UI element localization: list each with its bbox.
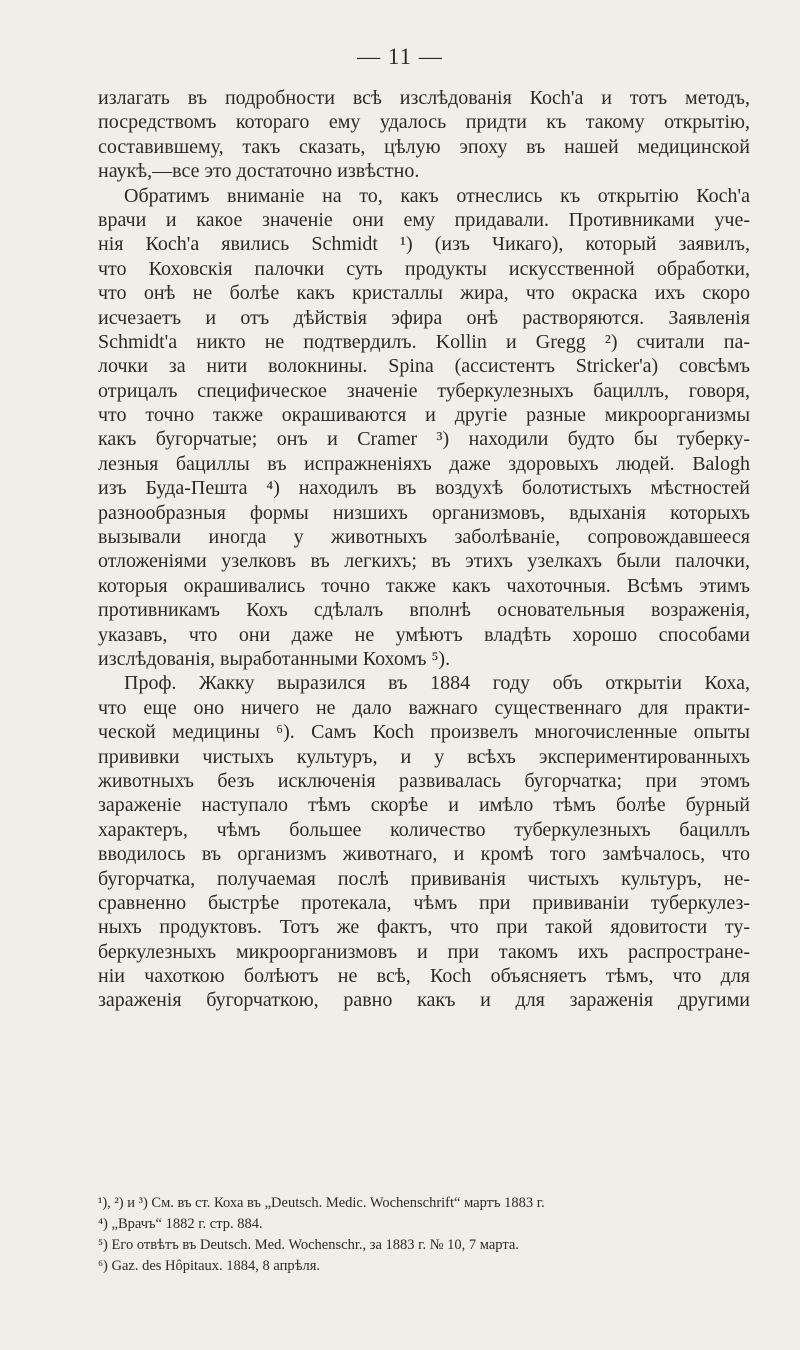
text-line: зараженія бугорчаткою, равно какъ и для зараженія другими <box>98 989 750 1012</box>
text-line: что онѣ не болѣе какъ кристаллы жира, что окраска ихъ скоро <box>98 282 750 305</box>
text-line: нія Коcһ'а явились Schmidt ¹) (изъ Чикаго), который заявилъ, <box>98 233 750 256</box>
text-line: изъ Буда-Пешта ⁴) находилъ въ воздухѣ болотистыхъ мѣстностей <box>98 477 750 500</box>
text-line: какъ бугорчатые; онъ и Cramer ³) находили будто бы туберку- <box>98 428 750 451</box>
text-line: характеръ, чѣмъ большее количество туберкулезныхъ бациллъ <box>98 818 750 841</box>
footnote: ⁵) Его отвѣтъ въ Deutsch. Med. Wochenschr., за 1883 г. № 10, 7 марта. <box>98 1237 519 1253</box>
text-line: ніи чахоткою болѣютъ не всѣ, Коcһ объясняетъ тѣмъ, что для <box>98 965 750 988</box>
text-line: что еще оно ничего не дало важнаго существеннаго для практи- <box>98 696 750 719</box>
page-number: — 11 — <box>357 44 443 69</box>
text-line: разнообразныя формы низшихъ организмовъ, вдыханія которыхъ <box>98 501 750 524</box>
text-line: противникамъ Кохъ сдѣлалъ вполнѣ основательныя возраженія, <box>98 599 750 622</box>
text-line: Проф. Жакку выразился въ 1884 году объ открытіи Коха, <box>124 672 750 695</box>
footnote: ⁶) Gaz. des Hôpitaux. 1884, 8 апрѣля. <box>98 1258 321 1274</box>
text-line: наукѣ,—все это достаточно извѣстно. <box>98 160 420 183</box>
text-line: ныхъ продуктовъ. Тотъ же фактъ, что при такой ядовитости ту- <box>98 916 750 939</box>
text-line: Schmidt'а никто не подтвердилъ. Kollin и Gregg ²) считали па- <box>98 330 750 353</box>
text-line: посредствомъ котораго ему удалось придти къ такому открытію, <box>98 111 750 134</box>
footnotes <box>98 1193 750 1277</box>
text-line: животныхъ безъ исключенія развивалась бугорчатка; при этомъ <box>98 769 750 792</box>
text-line: лезныя бациллы въ испражненіяхъ даже здоровыхъ людей. Balogh <box>98 452 750 475</box>
text-line: составившему, такъ сказать, цѣлую эпоху въ нашей медицинской <box>98 135 750 158</box>
body-text <box>98 86 750 1013</box>
text-line: врачи и какое значеніе они ему придавали. Противниками уче- <box>98 208 750 231</box>
text-line: которыя окрашивались точно также какъ чахоточныя. Всѣмъ этимъ <box>98 574 750 597</box>
text-line: отрицалъ специфическое значеніе туберкулезныхъ бациллъ, говоря, <box>98 379 750 402</box>
text-line: изслѣдованія, выработанными Кохомъ ⁵). <box>98 647 451 670</box>
text-line: беркулезныхъ микроорганизмовъ и при такомъ ихъ распростране- <box>98 940 750 963</box>
footnote: ¹), ²) и ³) См. въ ст. Коха въ „Deutsch. Medic. Wochenschrift“ мартъ 1883 г. <box>98 1195 545 1211</box>
text-line: ческой медицины ⁶). Самъ Коcһ произвелъ многочисленные опыты <box>98 721 750 744</box>
text-line: вызывали иногда у животныхъ заболѣваніе, сопровождавшееся <box>98 526 750 549</box>
text-line: лочки за нити волокнины. Spina (ассистентъ Stricker'а) совсѣмъ <box>98 355 750 378</box>
text-line: сравненно быстрѣе протекала, чѣмъ при прививаніи туберкулез- <box>98 891 750 914</box>
text-line: отложеніями узелковъ въ легкихъ; въ этихъ узелкахъ были палочки, <box>98 550 750 573</box>
text-line: бугорчатка, получаемая послѣ прививанія чистыхъ культуръ, не- <box>98 867 750 890</box>
text-line: исчезаетъ и отъ дѣйствія эфира онѣ растворяются. Заявленія <box>98 306 750 329</box>
text-line: указавъ, что они даже не умѣютъ владѣть хорошо способами <box>98 623 750 646</box>
text-line: прививки чистыхъ культуръ, и у всѣхъ экспериментированныхъ <box>98 745 750 768</box>
text-line: Обратимъ вниманіе на то, какъ отнеслись къ открытію Коcһ'а <box>124 184 750 207</box>
footnote: ⁴) „Врачъ“ 1882 г. стр. 884. <box>98 1216 263 1232</box>
text-line: что точно также окрашиваются и другіе разные микроорганизмы <box>98 404 750 427</box>
text-line: вводилось въ организмъ животнаго, и кромѣ того замѣчалось, что <box>98 843 750 866</box>
text-line: зараженіе наступало тѣмъ скорѣе и имѣло тѣмъ болѣе бурный <box>98 794 750 817</box>
text-line: излагать въ подробности всѣ изслѣдованія Коcһ'а и тотъ методъ, <box>98 87 750 109</box>
text-line: что Коховскія палочки суть продукты искусственной обработки, <box>98 257 750 280</box>
